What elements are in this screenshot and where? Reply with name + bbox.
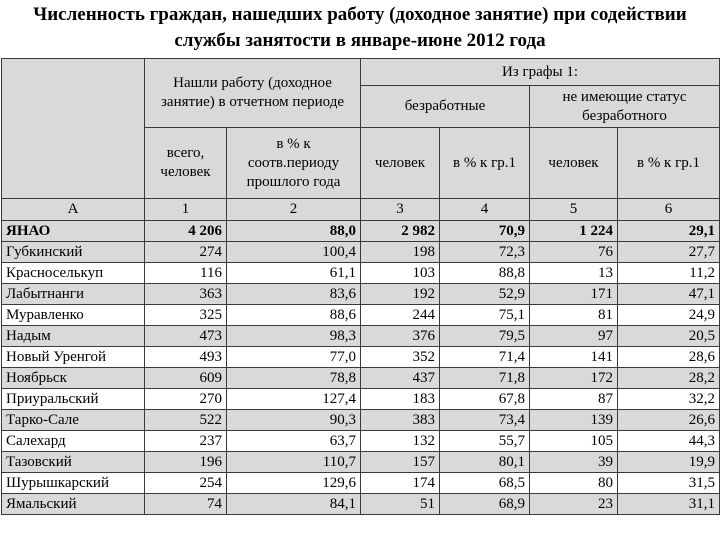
- region-name-cell: Лабытнанги: [2, 284, 145, 305]
- value-cell: 254: [145, 473, 227, 494]
- value-cell: 171: [530, 284, 618, 305]
- column-number: 1: [145, 199, 227, 221]
- value-cell: 437: [361, 368, 440, 389]
- value-cell: 32,2: [618, 389, 720, 410]
- value-cell: 68,5: [440, 473, 530, 494]
- region-name-cell: Новый Уренгой: [2, 347, 145, 368]
- region-name-cell: Шурышкарский: [2, 473, 145, 494]
- value-cell: 20,5: [618, 326, 720, 347]
- column-number: 5: [530, 199, 618, 221]
- header-people-not-unemployed: человек: [530, 128, 618, 199]
- value-cell: 75,1: [440, 305, 530, 326]
- value-cell: 192: [361, 284, 440, 305]
- header-pct-prev: в % к соотв.периоду прошлого года: [227, 128, 361, 199]
- value-cell: 11,2: [618, 263, 720, 284]
- header-unemployed: безработные: [361, 86, 530, 128]
- value-cell: 47,1: [618, 284, 720, 305]
- value-cell: 73,4: [440, 410, 530, 431]
- value-cell: 31,1: [618, 494, 720, 515]
- value-cell: 174: [361, 473, 440, 494]
- value-cell: 237: [145, 431, 227, 452]
- value-cell: 127,4: [227, 389, 361, 410]
- value-cell: 83,6: [227, 284, 361, 305]
- value-cell: 97: [530, 326, 618, 347]
- value-cell: 87: [530, 389, 618, 410]
- value-cell: 1 224: [530, 221, 618, 242]
- value-cell: 23: [530, 494, 618, 515]
- value-cell: 72,3: [440, 242, 530, 263]
- region-name-cell: Губкинский: [2, 242, 145, 263]
- value-cell: 141: [530, 347, 618, 368]
- value-cell: 61,1: [227, 263, 361, 284]
- value-cell: 4 206: [145, 221, 227, 242]
- table-row: [2, 431, 720, 452]
- table-row: [2, 284, 720, 305]
- value-cell: 19,9: [618, 452, 720, 473]
- value-cell: 51: [361, 494, 440, 515]
- header-pct-col1-not-unemployed: в % к гр.1: [618, 128, 720, 199]
- value-cell: 110,7: [227, 452, 361, 473]
- table-row: [2, 452, 720, 473]
- column-number: 3: [361, 199, 440, 221]
- value-cell: 13: [530, 263, 618, 284]
- value-cell: 363: [145, 284, 227, 305]
- region-name-cell: Тазовский: [2, 452, 145, 473]
- value-cell: 473: [145, 326, 227, 347]
- value-cell: 55,7: [440, 431, 530, 452]
- value-cell: 493: [145, 347, 227, 368]
- value-cell: 98,3: [227, 326, 361, 347]
- region-name-cell: Красноселькуп: [2, 263, 145, 284]
- value-cell: 88,6: [227, 305, 361, 326]
- table-row-total: [2, 221, 720, 242]
- column-number: А: [2, 199, 145, 221]
- region-name-cell: Ямальский: [2, 494, 145, 515]
- value-cell: 105: [530, 431, 618, 452]
- value-cell: 71,8: [440, 368, 530, 389]
- table-row: [2, 305, 720, 326]
- value-cell: 270: [145, 389, 227, 410]
- region-name-cell: Салехард: [2, 431, 145, 452]
- column-number: 2: [227, 199, 361, 221]
- value-cell: 103: [361, 263, 440, 284]
- value-cell: 100,4: [227, 242, 361, 263]
- value-cell: 274: [145, 242, 227, 263]
- region-name-cell: Ноябрьск: [2, 368, 145, 389]
- value-cell: 84,1: [227, 494, 361, 515]
- header-not-unemployed: не имеющие статус безработного: [530, 86, 720, 128]
- header-pct-col1-unemployed: в % к гр.1: [440, 128, 530, 199]
- title-line-1: Численность граждан, нашедших работу (доходное занятие) при содействии: [33, 4, 687, 25]
- column-number: 6: [618, 199, 720, 221]
- table-row: [2, 473, 720, 494]
- value-cell: 183: [361, 389, 440, 410]
- value-cell: 31,5: [618, 473, 720, 494]
- value-cell: 67,8: [440, 389, 530, 410]
- value-cell: 172: [530, 368, 618, 389]
- table-row: [2, 494, 720, 515]
- value-cell: 70,9: [440, 221, 530, 242]
- value-cell: 383: [361, 410, 440, 431]
- header-found-work: Нашли работу (доходное занятие) в отчетном периоде: [145, 59, 361, 128]
- page-title: [0, 0, 720, 54]
- value-cell: 157: [361, 452, 440, 473]
- header-of-column1: Из графы 1:: [361, 59, 720, 86]
- value-cell: 325: [145, 305, 227, 326]
- value-cell: 26,6: [618, 410, 720, 431]
- region-name-cell: Приуральский: [2, 389, 145, 410]
- value-cell: 139: [530, 410, 618, 431]
- table-row: [2, 242, 720, 263]
- value-cell: 79,5: [440, 326, 530, 347]
- column-number: 4: [440, 199, 530, 221]
- value-cell: 76: [530, 242, 618, 263]
- header-region-cell: [2, 59, 145, 199]
- table-row: [2, 263, 720, 284]
- value-cell: 81: [530, 305, 618, 326]
- value-cell: 244: [361, 305, 440, 326]
- value-cell: 71,4: [440, 347, 530, 368]
- value-cell: 80,1: [440, 452, 530, 473]
- header-people-unemployed: человек: [361, 128, 440, 199]
- table-row: [2, 368, 720, 389]
- value-cell: 2 982: [361, 221, 440, 242]
- value-cell: 52,9: [440, 284, 530, 305]
- value-cell: 74: [145, 494, 227, 515]
- value-cell: 44,3: [618, 431, 720, 452]
- value-cell: 129,6: [227, 473, 361, 494]
- table-row: [2, 410, 720, 431]
- value-cell: 27,7: [618, 242, 720, 263]
- region-name-cell: ЯНАО: [2, 221, 145, 242]
- value-cell: 376: [361, 326, 440, 347]
- value-cell: 352: [361, 347, 440, 368]
- value-cell: 39: [530, 452, 618, 473]
- value-cell: 90,3: [227, 410, 361, 431]
- value-cell: 63,7: [227, 431, 361, 452]
- value-cell: 116: [145, 263, 227, 284]
- value-cell: 132: [361, 431, 440, 452]
- employment-table: [1, 58, 720, 515]
- value-cell: 198: [361, 242, 440, 263]
- value-cell: 609: [145, 368, 227, 389]
- value-cell: 88,0: [227, 221, 361, 242]
- header-total-people: всего, человек: [145, 128, 227, 199]
- region-name-cell: Надым: [2, 326, 145, 347]
- value-cell: 88,8: [440, 263, 530, 284]
- value-cell: 196: [145, 452, 227, 473]
- value-cell: 80: [530, 473, 618, 494]
- value-cell: 78,8: [227, 368, 361, 389]
- value-cell: 68,9: [440, 494, 530, 515]
- table-row: [2, 389, 720, 410]
- value-cell: 77,0: [227, 347, 361, 368]
- title-line-2: службы занятости в январе-июне 2012 года: [174, 30, 546, 51]
- column-number-row: [2, 199, 720, 221]
- value-cell: 29,1: [618, 221, 720, 242]
- value-cell: 28,2: [618, 368, 720, 389]
- table-row: [2, 326, 720, 347]
- value-cell: 28,6: [618, 347, 720, 368]
- region-name-cell: Муравленко: [2, 305, 145, 326]
- table-row: [2, 347, 720, 368]
- value-cell: 24,9: [618, 305, 720, 326]
- value-cell: 522: [145, 410, 227, 431]
- region-name-cell: Тарко-Сале: [2, 410, 145, 431]
